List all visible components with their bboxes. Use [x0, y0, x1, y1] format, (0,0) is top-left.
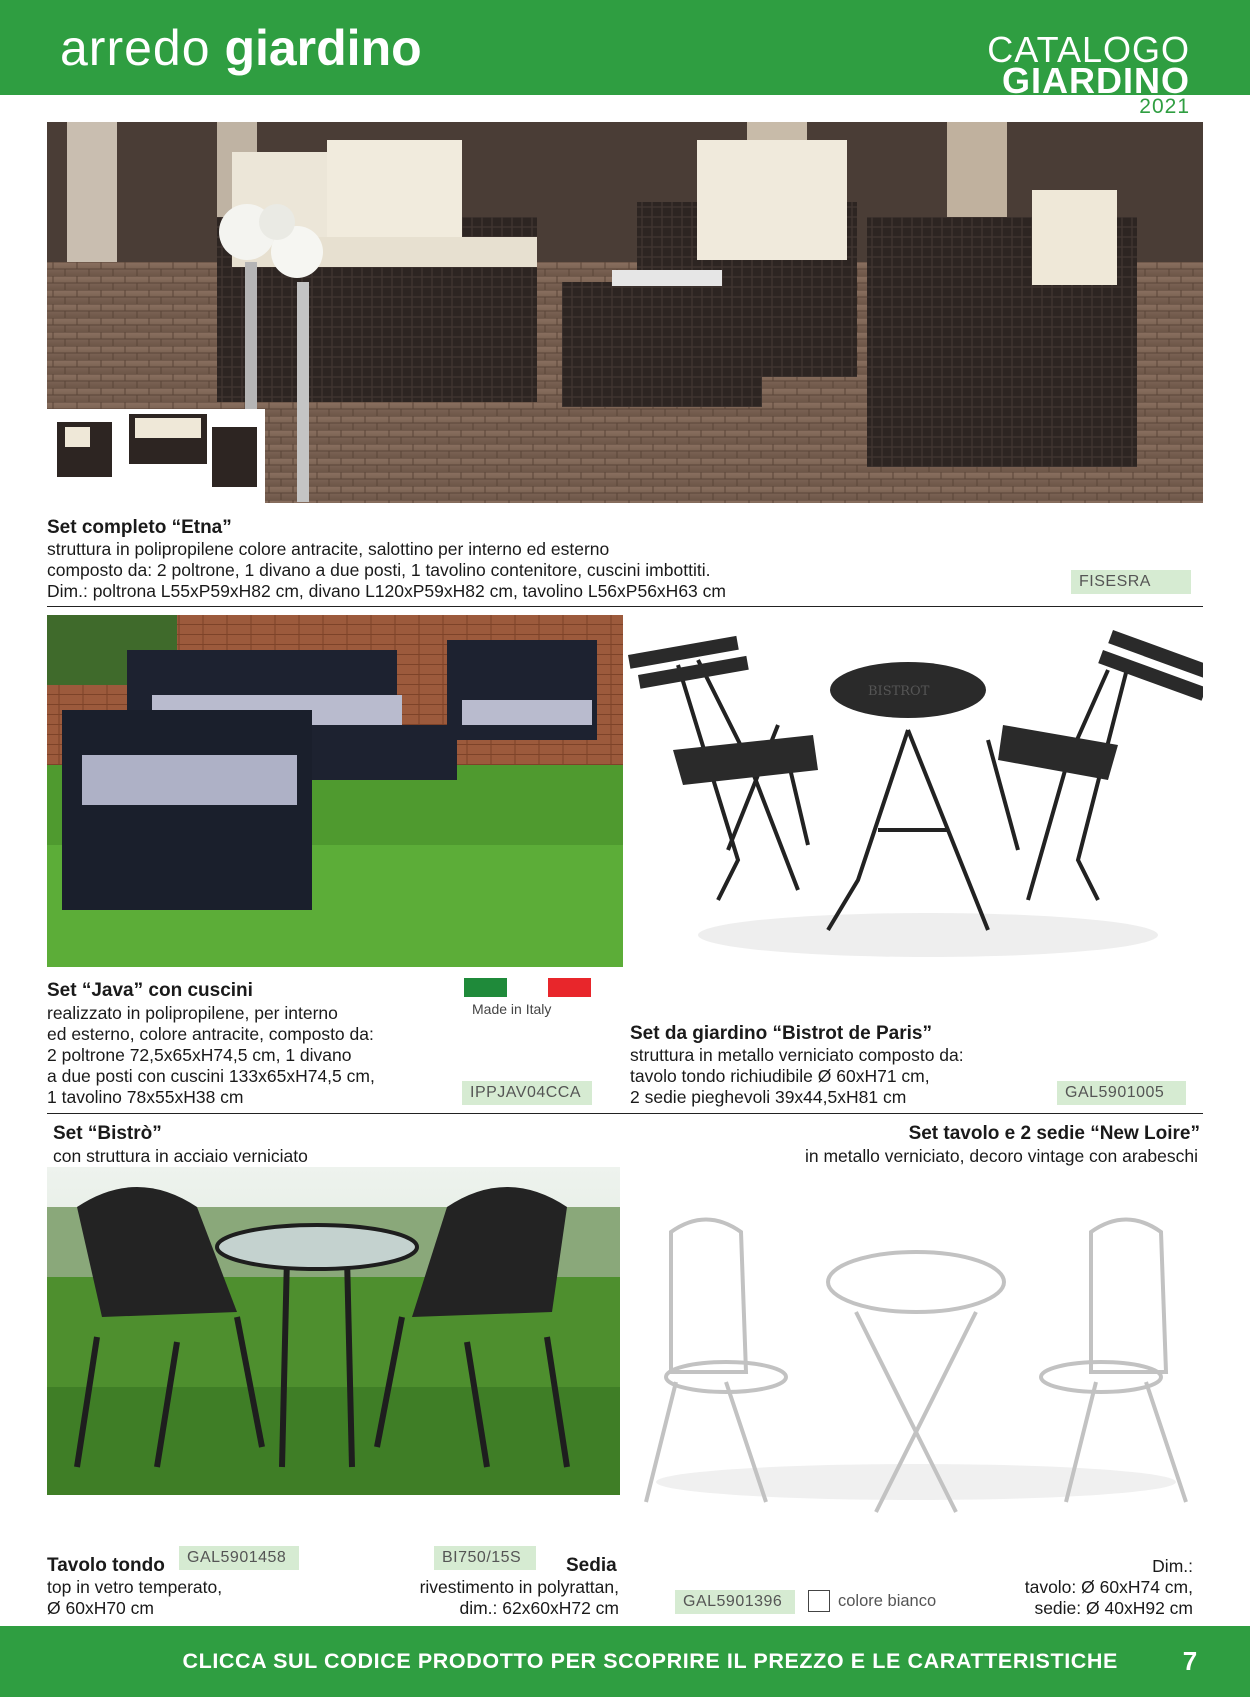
page-title: [60, 18, 422, 78]
java-desc-line4: a due posti con cuscini 133x65xH74,5 cm,: [47, 1066, 375, 1086]
bistro-subtitle: con struttura in acciaio verniciato: [53, 1146, 308, 1166]
made-in-italy-label: Made in Italy: [472, 1001, 552, 1017]
bistro-photo: [47, 1167, 620, 1495]
loire-color-label: colore bianco: [838, 1592, 937, 1610]
loire-dim-table: tavolo: Ø 60xH74 cm,: [1024, 1577, 1193, 1597]
java-desc-line1: realizzato in polipropilene, per interno: [47, 1003, 338, 1023]
etna-name: Set completo “Etna”: [47, 517, 232, 538]
loire-dim-label: Dim.:: [1152, 1556, 1193, 1576]
loire-code-link[interactable]: GAL5901396: [675, 1590, 795, 1614]
bistro-chair-code-link[interactable]: BI750/15S: [434, 1546, 536, 1570]
java-desc-line3: 2 poltrone 72,5x65xH74,5 cm, 1 divano: [47, 1045, 352, 1065]
bistrot-code-link[interactable]: GAL5901005: [1057, 1081, 1186, 1105]
bistro-chair-line1: rivestimento in polyrattan,: [419, 1577, 619, 1597]
title-bold: giardino: [224, 20, 422, 76]
etna-photo: [47, 122, 1203, 503]
etna-desc-line3: Dim.: poltrona L55xP59xH82 cm, divano L120xP59xH82 cm, tavolino L56xP56xH63 cm: [47, 581, 726, 601]
loire-dim-chairs: sedie: Ø 40xH92 cm: [1034, 1598, 1193, 1618]
etna-desc-line2: composto da: 2 poltrone, 1 divano a due posti, 1 tavolino contenitore, cuscini imbottiti.: [47, 560, 711, 580]
bistrot-desc-line1: struttura in metallo verniciato composto da:: [630, 1045, 964, 1065]
bistrot-desc-line3: 2 sedie pieghevoli 39x44,5xH81 cm: [630, 1087, 907, 1107]
cta-text: CLICCA SUL CODICE PRODOTTO PER SCOPRIRE IL PREZZO E LE CARATTERISTICHE: [182, 1649, 1118, 1673]
java-desc-line5: 1 tavolino 78x55xH38 cm: [47, 1087, 244, 1107]
color-swatch-white: [808, 1590, 830, 1612]
loire-name: Set tavolo e 2 sedie “New Loire”: [908, 1123, 1200, 1144]
brand-catalogo: CATALOGO: [987, 29, 1190, 70]
italy-flag-green: [464, 978, 507, 997]
bistro-table-name: Tavolo tondo: [47, 1555, 165, 1576]
bistro-table-code-link[interactable]: GAL5901458: [179, 1546, 299, 1570]
page-number: 7: [1182, 1646, 1198, 1676]
divider: [47, 606, 1203, 607]
bistro-table-line1: top in vetro temperato,: [47, 1577, 223, 1597]
bistrot-photo: [628, 630, 1203, 970]
loire-photo: [626, 1212, 1204, 1532]
java-code-link[interactable]: IPPJAV04CCA: [462, 1081, 592, 1105]
brand-giardino: GIARDINO: [1002, 60, 1190, 101]
java-photo: [47, 615, 623, 967]
bistrot-table-print: BISTROT: [868, 684, 930, 699]
brand-year: 2021: [1139, 95, 1190, 118]
bistro-chair-line2: dim.: 62x60xH72 cm: [459, 1598, 619, 1618]
italy-flag-red: [548, 978, 591, 997]
bistro-chair-name: Sedia: [566, 1555, 617, 1576]
divider: [47, 1113, 1203, 1114]
etna-desc-line1: struttura in polipropilene colore antracite, salottino per interno ed esterno: [47, 539, 610, 559]
bistrot-desc-line2: tavolo tondo richiudibile Ø 60xH71 cm,: [630, 1066, 930, 1086]
java-name: Set “Java” con cuscini: [47, 980, 253, 1001]
bistro-name: Set “Bistrò”: [53, 1123, 162, 1144]
bistro-table-line2: Ø 60xH70 cm: [47, 1598, 154, 1618]
cta-link[interactable]: [0, 1626, 1180, 1697]
title-light: arredo: [60, 20, 211, 76]
loire-subtitle: in metallo verniciato, decoro vintage con arabeschi: [805, 1146, 1198, 1166]
etna-code-link[interactable]: FISESRA: [1071, 570, 1191, 594]
bistrot-name: Set da giardino “Bistrot de Paris”: [630, 1023, 932, 1044]
java-desc-line2: ed esterno, colore antracite, composto da:: [47, 1024, 374, 1044]
